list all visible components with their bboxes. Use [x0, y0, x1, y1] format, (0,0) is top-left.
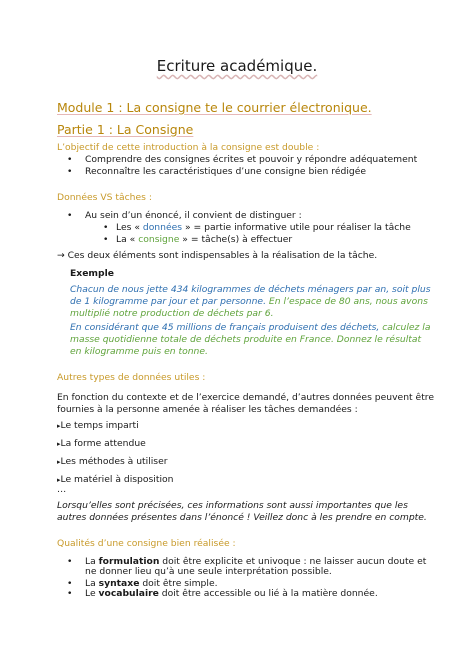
triangle-bullet-icon: ▸ [57, 476, 61, 484]
note-line1: Lorsqu’elles sont précisées, ces informations sont aussi importantes que les [57, 500, 408, 511]
example2-line1: En considérant que 45 millions de français produisent des déchets, calculez la [70, 322, 431, 333]
bullet-glyph: • [67, 210, 73, 221]
autres-item: ▸Le temps imparti [57, 420, 139, 431]
autres-para-line1: En fonction du contexte et de l’exercice demandé, d’autres données peuvent être [57, 392, 435, 403]
qualite-item: La syntaxe doit être simple. [85, 578, 218, 589]
qualite-item: La formulation doit être explicite et univoque : ne laisser aucun doute et [85, 556, 427, 567]
bullet-glyph: • [67, 588, 73, 599]
example2-line2: masse quotidienne totale de déchets produite en France. Donnez le résultat [70, 334, 422, 345]
bullet-glyph: • [67, 578, 73, 589]
autres-para-line2: fournies à la personne amenée à réaliser les tâches demandées : [57, 404, 358, 415]
distinguish-item-donnees: Les « données » = partie informative utile pour réaliser la tâche [116, 222, 411, 233]
note-line2: autres données présentes dans l’énoncé ! Veillez donc à les prendre en compte. [57, 512, 427, 523]
example-label: Exemple [70, 268, 114, 279]
autres-item: ▸Le matériel à disposition [57, 474, 174, 485]
bullet-glyph: • [103, 234, 109, 245]
triangle-bullet-icon: ▸ [57, 458, 61, 466]
autres-item: ▸La forme attendue [57, 438, 146, 449]
bullet-glyph: • [67, 166, 73, 177]
triangle-bullet-icon: ▸ [57, 422, 61, 430]
bullet-glyph: • [103, 222, 109, 233]
part-heading: Partie 1 : La Consigne [57, 122, 194, 137]
triangle-bullet-icon: ▸ [57, 440, 61, 448]
arrow-line: → Ces deux éléments sont indispensables à la réalisation de la tâche. [57, 250, 378, 261]
ellipsis: … [57, 484, 67, 495]
bullet-glyph: • [67, 154, 73, 165]
qualite-item: Le vocabulaire doit être accessible ou lié à la matière donnée. [85, 588, 378, 599]
page-title: Ecriture académique. [156, 57, 318, 75]
distinguish-intro: Au sein d’un énoncé, il convient de distinguer : [85, 210, 302, 221]
example1-line2: de 1 kilogramme par jour et par personne. En l’espace de 80 ans, nous avons [70, 296, 428, 307]
autres-item: ▸Les méthodes à utiliser [57, 456, 168, 467]
section-heading-donnees: Données VS tâches : [57, 192, 152, 203]
module-heading: Module 1 : La consigne te le courrier électronique. [57, 100, 372, 115]
objective-item: Reconnaître les caractéristiques d’une consigne bien rédigée [85, 166, 367, 177]
section-heading-autres: Autres types de données utiles : [57, 372, 206, 383]
example1-line3: multiplié notre production de déchets par 6. [70, 308, 274, 319]
qualite-item-continued: ne donner lieu qu’à une seule interprétation possible. [85, 566, 332, 577]
bullet-glyph: • [67, 556, 73, 567]
intro-text: L’objectif de cette introduction à la consigne est double : [57, 142, 320, 153]
objective-item: Comprendre des consignes écrites et pouvoir y répondre adéquatement [85, 154, 418, 165]
example2-line3: en kilogramme puis en tonne. [70, 346, 208, 357]
distinguish-item-consigne: La « consigne » = tâche(s) à effectuer [116, 234, 293, 245]
section-heading-qualites: Qualités d’une consigne bien réalisée : [57, 538, 236, 549]
example1-line1: Chacun de nous jette 434 kilogrammes de déchets ménagers par an, soit plus [70, 284, 431, 295]
